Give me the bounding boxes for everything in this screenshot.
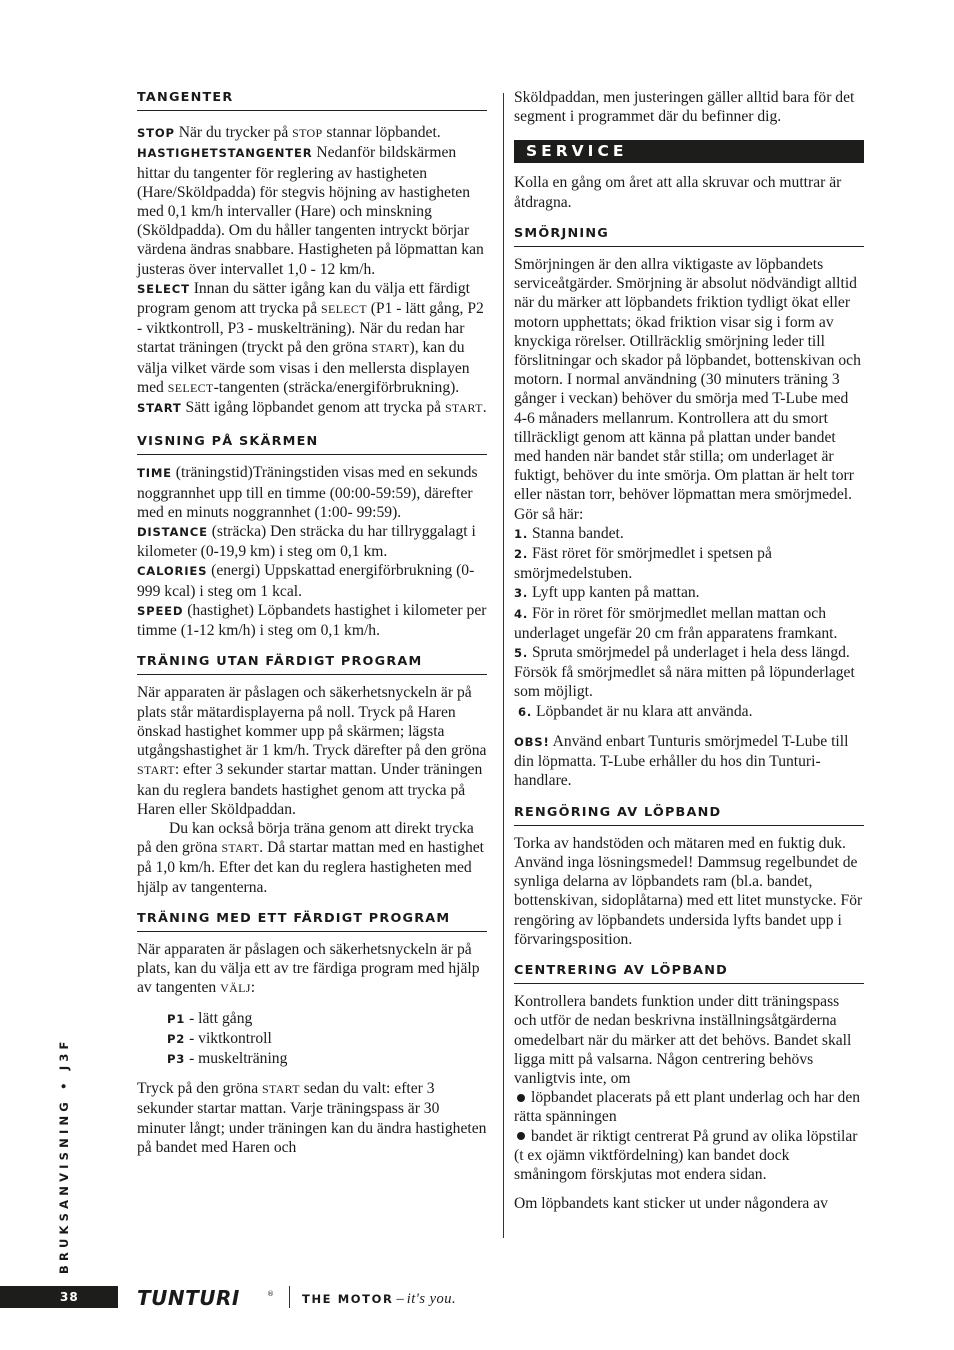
paragraph-hastighet: HASTIGHETSTANGENTER Nedanför bildskärmen hittar du tangenter för reglering av hastigheten (Hare/Sköldpadda) för stegvis höjning av hastigheten med 0,1 km/h intervaller (Hare) och minskning (Sköldpadda). Om du håller tangenten intryckt börjar värdena ändras snabbare. Hastigheten på löpmattan kan justeras över intervallet 1,0 - 12 km/h. [137, 144, 484, 278]
step-item-6: 6. Löpbandet är nu klara att använda. [518, 702, 753, 720]
step-item-1: 1. Stanna bandet. [514, 524, 624, 542]
bullet-icon [517, 1132, 525, 1140]
heading-centrering: CENTRERING AV LÖPBAND [514, 961, 864, 984]
paragraph-med-1: När apparaten är påslagen och säkerhetsnyckeln är på plats, kan du välja ett av tre färdiga program med hjälp av tangenten VÄLJ: [137, 940, 480, 997]
paragraph-speed: SPEED (hastighet) Löpbandets hastighet i kilometer per timme (1-12 km/h) i steg om 0,1 km/h. [137, 601, 487, 640]
program-item-p2: P2 - viktkontroll [167, 1029, 272, 1047]
paragraph-start: START Sätt igång löpbandet genom att trycka på START. [137, 399, 487, 417]
logo-wordmark: TUNTURI [137, 1287, 240, 1309]
paragraph-obs: OBS! Använd enbart Tunturis smörjmedel T-Lube till din löpmatta. T-Lube erhåller du hos din Tunturi-handlare. [514, 732, 849, 790]
paragraph-stop: STOP När du trycker på STOP stannar löpbandet. [137, 124, 441, 142]
paragraph-centrering-last: Om löpbandets kant sticker ut under någondera av [514, 1195, 828, 1213]
paragraph-time: TIME (träningstid)Träningstiden visas med en sekunds noggrannhet upp till en timme (00:00-59:59), därefter med en minuts noggrannhet (1:00- 99:59). [137, 464, 478, 521]
step-item-3: 3. Lyft upp kanten på mattan. [514, 584, 700, 602]
tagline-dash: – [396, 1291, 404, 1307]
right-column [514, 88, 864, 1213]
step-item-5: 5. Spruta smörjmedel på underlaget i hela dess längd. Försök få smörjmedlet så nära mitten på löpunderlaget som möjligt. [514, 644, 855, 701]
program-item-p1: P1 - lätt gång [167, 1009, 253, 1027]
footer-tagline [302, 1290, 456, 1308]
page-number-box [0, 1286, 118, 1308]
heading-tangenter: TANGENTER [137, 88, 487, 111]
paragraph-continued: Sköldpaddan, men justeringen gäller alltid bara för det segment i programmet där du befinner dig. [514, 89, 855, 126]
paragraph-med-2: Tryck på den gröna START sedan du valt: efter 3 sekunder startar mattan. Varje träningspass är 30 minuter långt; under träningen kan du ändra hastigheten på bandet med Haren och [137, 1080, 487, 1156]
side-running-title: BRUKSANVISNING • J3F [57, 1037, 71, 1274]
step-item-2: 2. Fäst röret för smörjmedlet i spetsen på smörjmedelstuben. [514, 545, 772, 583]
paragraph-calories: CALORIES (energi) Uppskattad energiförbrukning (0-999 kcal) i steg om 1 kcal. [137, 562, 475, 600]
paragraph-distance: DISTANCE (sträcka) Den sträcka du har tillryggalagt i kilometer (0-19,9 km) i steg om 0,1 km. [137, 523, 476, 561]
heading-smorjning: SMÖRJNING [514, 224, 864, 247]
paragraph-service: Kolla en gång om året att alla skruvar och muttrar är åtdragna. [514, 174, 842, 211]
paragraph-utan-2: Du kan också börja träna genom att direkt trycka på den gröna START. Då startar mattan med en hastighet på 1,0 km/h. Efter det kan du reglera hastigheten med hjälp av tangenterna. [137, 819, 484, 896]
paragraph-select: SELECT Innan du sätter igång kan du välja ett färdigt program genom att trycka på SELECT (P1 - lätt gång, P2 - viktkontroll, P3 - muskelträning). När du redan har startat träningen (tryckt på den gröna START), kan du välja vilket värde som visas i den mellersta displayen med SELECT-tangenten (sträcka/energiförbrukning). [137, 279, 484, 396]
footer-divider [289, 1286, 290, 1308]
column-divider [503, 93, 504, 1238]
paragraph-rengoring: Torka av handstöden och mätaren med en fuktig duk. Använd inga lösningsmedel! Dammsug regelbundet de synliga delarna av löpbandets ram (bl.a. bandet, bottenskivan, sidoplåtarna) med ett litet munstycke. För rengöring av löpbandets undersida lyfts bandet upp i förvaringsposition. [514, 834, 863, 948]
bullet-icon [517, 1094, 525, 1102]
tunturi-logo [137, 1287, 277, 1314]
heading-med-program: TRÄNING MED ETT FÄRDIGT PROGRAM [137, 909, 487, 932]
paragraph-utan-1: När apparaten är påslagen och säkerhetsnyckeln är på plats står mätardisplayerna på noll. Tryck på Haren önskad hastighet kommer upp på skärmen; lägsta utgångshastighet är 1 km/h. Tryck därefter på den gröna START: efter 3 sekunder startar mattan. Under träningen kan du reglera bandets hastighet genom att trycka på Haren eller Sköldpaddan. [137, 684, 487, 818]
paragraph-centrering: Kontrollera bandets funktion under ditt träningspass och utför de nedan beskrivna inställningsåtgärderna omedelbart när du märker att det behövs. Bandet skall ligga mitt på valsarna. Någon centrering behövs vanligtvis inte, om [514, 993, 852, 1087]
program-item-p3: P3 - muskelträning [167, 1049, 288, 1067]
registered-mark: ® [267, 1290, 274, 1298]
heading-visning: VISNING PÅ SKÄRMEN [137, 432, 487, 455]
tagline-brand: THE MOTOR [302, 1292, 394, 1306]
bullet-item-1: löpbandet placerats på ett plant underlag och har den rätta spänningen [514, 1089, 861, 1126]
tagline-slogan: it's you. [406, 1291, 457, 1307]
step-item-4: 4. För in röret för smörjmedlet mellan mattan och underlaget ungefär 20 cm från apparatens framkant. [514, 604, 838, 642]
bullet-item-2: bandet är riktigt centrerat På grund av olika löpstilar (t ex ojämn viktfördelning) kan bandet dock småningom förskjutas mot endera sidan. [514, 1127, 858, 1183]
heading-utan-program: TRÄNING UTAN FÄRDIGT PROGRAM [137, 652, 487, 675]
paragraph-smorjning: Smörjningen är den allra viktigaste av löpbandets serviceåtgärder. Smörjning är absolut nödvändigt alltid när du märker att löpbandets friktion tydligt ökat eller motorn upphettats; ökad friktion visar sig i form av knyckiga rörelser. Otillräcklig smörjning leder till förslitningar och skador på löpbandet, bottenskivan och motorn. I normal användning (30 minuters träning 3 gånger i veckan) behöver du smörja med T-Lube med 4-6 månaders mellanrum. Kontrollera att du smort tillräckligt genom att känna på plattan under bandet med handen när bandet står stilla; om underlaget är fuktigt, behöver du inte smörja. Om plattan är helt torr eller nästan torr, behöver löpmattan mera smörjmedel. Gör så här: [514, 256, 861, 523]
page-number: 38 [60, 1290, 79, 1304]
heading-rengoring: RENGÖRING AV LÖPBAND [514, 803, 864, 826]
section-bar-service: SERVICE [514, 140, 864, 163]
left-column [137, 88, 487, 1157]
